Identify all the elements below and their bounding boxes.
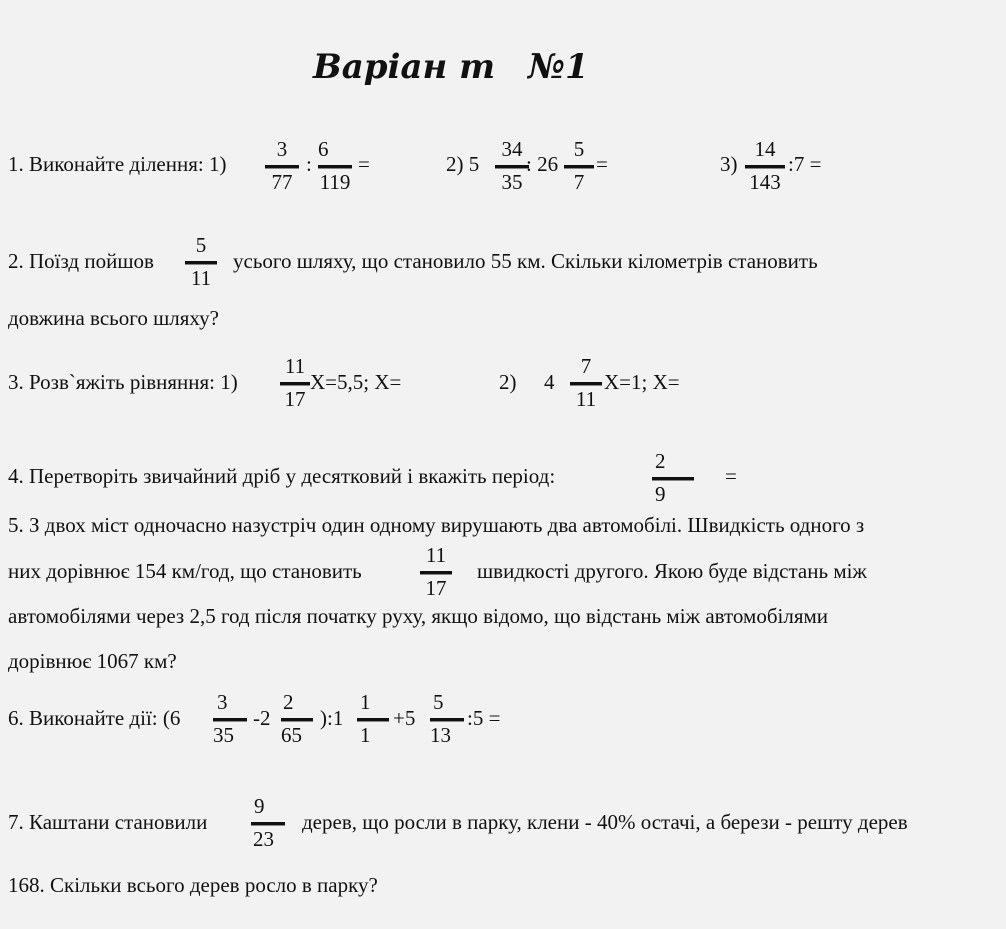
q7-text-b: дерев, що росли в парку, клени - 40% остачі, а берези - решту дерев xyxy=(302,810,908,834)
numerator: 5 xyxy=(433,690,444,714)
q6-text-d: +5 xyxy=(393,706,416,730)
q5-fraction xyxy=(420,545,452,599)
q6-fraction-1 xyxy=(213,692,247,746)
denominator: 7 xyxy=(573,170,585,194)
denominator: 9 xyxy=(655,482,666,506)
q1-fraction-3 xyxy=(495,139,529,193)
numerator: 11 xyxy=(284,354,306,378)
q3-text-a: 3. Розв`яжіть рівняння: 1) xyxy=(8,370,238,394)
numerator: 11 xyxy=(425,543,447,567)
fraction-bar xyxy=(318,165,352,168)
fraction-bar xyxy=(652,477,694,480)
q4-text: 4. Перетворіть звичайний дріб у десятковий і вкажіть період: xyxy=(8,464,556,488)
fraction-bar xyxy=(265,165,299,168)
fraction-bar xyxy=(213,718,247,721)
fraction-bar xyxy=(564,165,594,168)
q3-text-c: X=1; X= xyxy=(604,370,680,394)
q4-eq: = xyxy=(725,464,737,488)
numerator: 7 xyxy=(580,354,592,378)
q7-fraction xyxy=(251,796,285,850)
denominator: 17 xyxy=(284,387,306,411)
q5-line-3: автомобілями через 2,5 год після початку руху, якщо відомо, що відстань між автомобілями xyxy=(8,604,829,628)
q6-fraction-2 xyxy=(281,692,313,746)
fraction-bar xyxy=(281,718,313,721)
fraction-bar xyxy=(430,718,464,721)
q6-fraction-3 xyxy=(357,692,389,746)
title-number: №1 xyxy=(528,47,589,87)
q3-text-b: X=5,5; X= xyxy=(310,370,402,394)
numerator: 6 xyxy=(318,137,329,161)
fraction-bar xyxy=(357,718,389,721)
fraction-bar xyxy=(420,571,452,574)
q1-op-3: :7 = xyxy=(788,152,822,176)
denominator: 35 xyxy=(213,723,234,747)
q3-whole: 4 xyxy=(544,370,555,394)
fraction-bar xyxy=(185,261,217,264)
q6-fraction-4 xyxy=(430,692,464,746)
denominator: 65 xyxy=(281,723,302,747)
q2-text-c: довжина всього шляху? xyxy=(8,306,219,330)
denominator: 13 xyxy=(430,723,451,747)
q6-text-e: :5 = xyxy=(467,706,501,730)
q5-line-4: дорівнює 1067 км? xyxy=(8,649,177,673)
q2-text-b: усього шляху, що становило 55 км. Скільки кілометрів становить xyxy=(233,249,818,273)
q1-eq-1: = xyxy=(358,152,370,176)
q2-fraction xyxy=(185,235,217,289)
numerator: 3 xyxy=(217,690,228,714)
numerator: 9 xyxy=(254,794,265,818)
q3-part-2: 2) xyxy=(499,370,517,394)
q2-text-a: 2. Поїзд пойшов xyxy=(8,249,154,273)
fraction-bar xyxy=(495,165,529,168)
q1-op-1: : xyxy=(306,152,312,176)
q1-part-2: 2) 5 xyxy=(446,152,480,176)
fraction-bar xyxy=(251,822,285,825)
q4-fraction xyxy=(652,451,694,505)
denominator: 1 xyxy=(360,723,371,747)
q6-text-c: ):1 xyxy=(320,706,344,730)
numerator: 2 xyxy=(655,449,666,473)
numerator: 3 xyxy=(276,137,288,161)
title-variant: Варіан т xyxy=(313,47,496,87)
q1-text: 1. Виконайте ділення: 1) xyxy=(8,152,227,176)
q1-fraction-1 xyxy=(265,139,299,193)
q6-text-a: 6. Виконайте дії: (6 xyxy=(8,706,181,730)
q7-text-c: 168. Скільки всього дерев росло в парку? xyxy=(8,873,378,897)
numerator: 1 xyxy=(360,690,371,714)
denominator: 11 xyxy=(190,266,212,290)
q5-line-2a: них дорівнює 154 км/год, що становить xyxy=(8,559,362,583)
fraction-bar xyxy=(280,382,310,385)
q1-fraction-5 xyxy=(745,139,785,193)
denominator: 77 xyxy=(271,170,293,194)
q6-text-b: -2 xyxy=(253,706,271,730)
q3-fraction-1 xyxy=(280,356,310,410)
denominator: 35 xyxy=(501,170,523,194)
q1-fraction-2 xyxy=(318,139,352,193)
numerator: 5 xyxy=(195,233,207,257)
fraction-bar xyxy=(745,165,785,168)
denominator: 17 xyxy=(425,576,447,600)
denominator: 23 xyxy=(253,827,274,851)
q1-part-3: 3) xyxy=(720,152,738,176)
fraction-bar xyxy=(570,382,602,385)
numerator: 34 xyxy=(501,137,523,161)
numerator: 2 xyxy=(283,690,294,714)
q5-line-2b: швидкості другого. Якою буде відстань між xyxy=(477,559,867,583)
q3-fraction-2 xyxy=(570,356,602,410)
q5-line-1: 5. З двох міст одночасно назустріч один одному вирушають два автомобілі. Швидкість одного з xyxy=(8,513,865,537)
q1-eq-2: = xyxy=(596,152,608,176)
q1-fraction-4 xyxy=(564,139,594,193)
q1-op-2: : 26 xyxy=(526,152,559,176)
numerator: 14 xyxy=(754,137,776,161)
denominator: 143 xyxy=(749,170,781,194)
denominator: 119 xyxy=(319,170,351,194)
numerator: 5 xyxy=(573,137,585,161)
q7-text-a: 7. Каштани становили xyxy=(8,810,208,834)
denominator: 11 xyxy=(575,387,597,411)
